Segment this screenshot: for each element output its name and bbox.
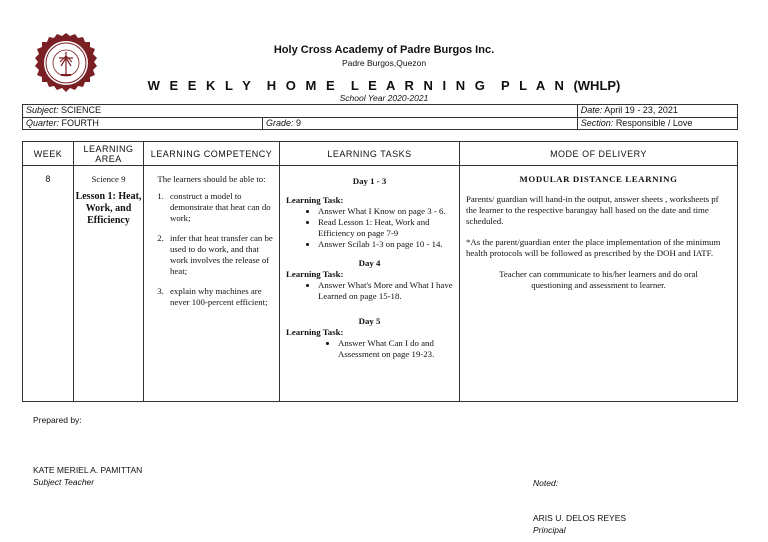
school-name: Holy Cross Academy of Padre Burgos Inc. (273, 44, 495, 56)
quarter-label: Quarter: (26, 117, 60, 128)
tasks-cell (280, 166, 460, 402)
delivery-text: *As the parent/guardian enter the place implementation of the minimum health protocols will be followed as prescribed by the DOH and IATF. (466, 237, 721, 258)
grade-cell (263, 117, 578, 130)
lesson-title: Lesson 1: Heat, Work, and Efficiency (75, 191, 142, 226)
quarter-value: FOURTH (61, 117, 99, 128)
subject-label: Subject: (26, 105, 59, 116)
header-week: WEEK (23, 142, 74, 166)
competency-item: 1. construct a model to demonstrate that heat can do work; (166, 191, 273, 224)
header-mode-of-delivery: MODE OF DELIVERY (460, 142, 738, 166)
area-name: Science 9 (91, 174, 126, 184)
subject-value: SCIENCE (61, 105, 102, 116)
task-list (286, 338, 453, 360)
subject-cell (23, 105, 578, 118)
section-value: Responsible / Love (615, 117, 693, 128)
task-item: • Answer What I Know on page 3 - 6. (318, 206, 453, 217)
task-label: Learning Task: (286, 327, 344, 337)
title-text: W E E K L Y H O M E L E A R N I N G P L A N (147, 78, 567, 93)
date-label: Date: (580, 105, 603, 116)
principal-name: ARIS U. DELOS REYES (533, 513, 627, 523)
school-address: Padre Burgos,Quezon (341, 58, 427, 68)
date-value: April 19 - 23, 2021 (604, 105, 678, 116)
date-cell (577, 105, 737, 118)
task-item: • Answer What Can I do and Assessment on page 19-23. (338, 338, 453, 360)
noted-label: Noted: (533, 478, 559, 488)
principal-role: Principal (533, 525, 566, 535)
school-year: School Year 2020-2021 (339, 93, 429, 103)
teacher-role: Subject Teacher (33, 477, 95, 487)
competency-intro: The learners should be able to: (157, 174, 266, 184)
task-label: Learning Task: (286, 269, 344, 279)
document-title (0, 78, 768, 93)
delivery-title: MODULAR DISTANCE LEARNING (519, 174, 678, 184)
section-label: Section: (580, 117, 614, 128)
delivery-text: Parents/ guardian will hand-in the output, answer sheets , worksheets pf the learner to the respective barangay hall based on the date and time scheduled. (466, 194, 719, 226)
competency-list (144, 191, 279, 308)
task-item: • Answer Scilab 1-3 on page 10 - 14. (318, 239, 453, 250)
day-heading: Day 1 - 3 (352, 176, 387, 186)
info-table (22, 104, 738, 130)
title-abbr: (WHLP) (573, 78, 621, 93)
section-cell (577, 117, 737, 130)
delivery-text: Teacher can communicate to his/her learners and do oral questioning and assessment to learner. (499, 269, 698, 290)
teacher-name: KATE MERIEL A. PAMITTAN (33, 465, 143, 475)
competency-item: 2. infer that heat transfer can be used to do work, and that work involves the release of heat; (166, 233, 273, 277)
delivery-cell (460, 166, 738, 402)
task-label: Learning Task: (286, 195, 344, 205)
grade-value: 9 (296, 117, 302, 128)
day-heading: Day 5 (358, 316, 381, 326)
competency-item: 3. explain why machines are never 100-percent efficient; (166, 286, 273, 308)
header-learning-competency: LEARNING COMPETENCY (144, 142, 280, 166)
task-item: • Read Lesson 1: Heat, Work and Efficiency on page 7-9 (318, 217, 453, 239)
quarter-cell (23, 117, 263, 130)
competency-cell (144, 166, 280, 402)
header-learning-area: LEARNING AREA (74, 142, 144, 166)
task-item: • Answer What's More and What I have Learned on page 15-18. (318, 280, 453, 302)
header-learning-tasks: LEARNING TASKS (280, 142, 460, 166)
learning-plan-table (22, 141, 738, 402)
prepared-by-label: Prepared by: (33, 415, 82, 425)
day-heading: Day 4 (358, 258, 381, 268)
learning-area-cell (74, 166, 144, 402)
week-cell: 8 (23, 166, 74, 402)
task-list (286, 206, 453, 250)
task-list (286, 280, 453, 302)
grade-label: Grade: (266, 117, 294, 128)
